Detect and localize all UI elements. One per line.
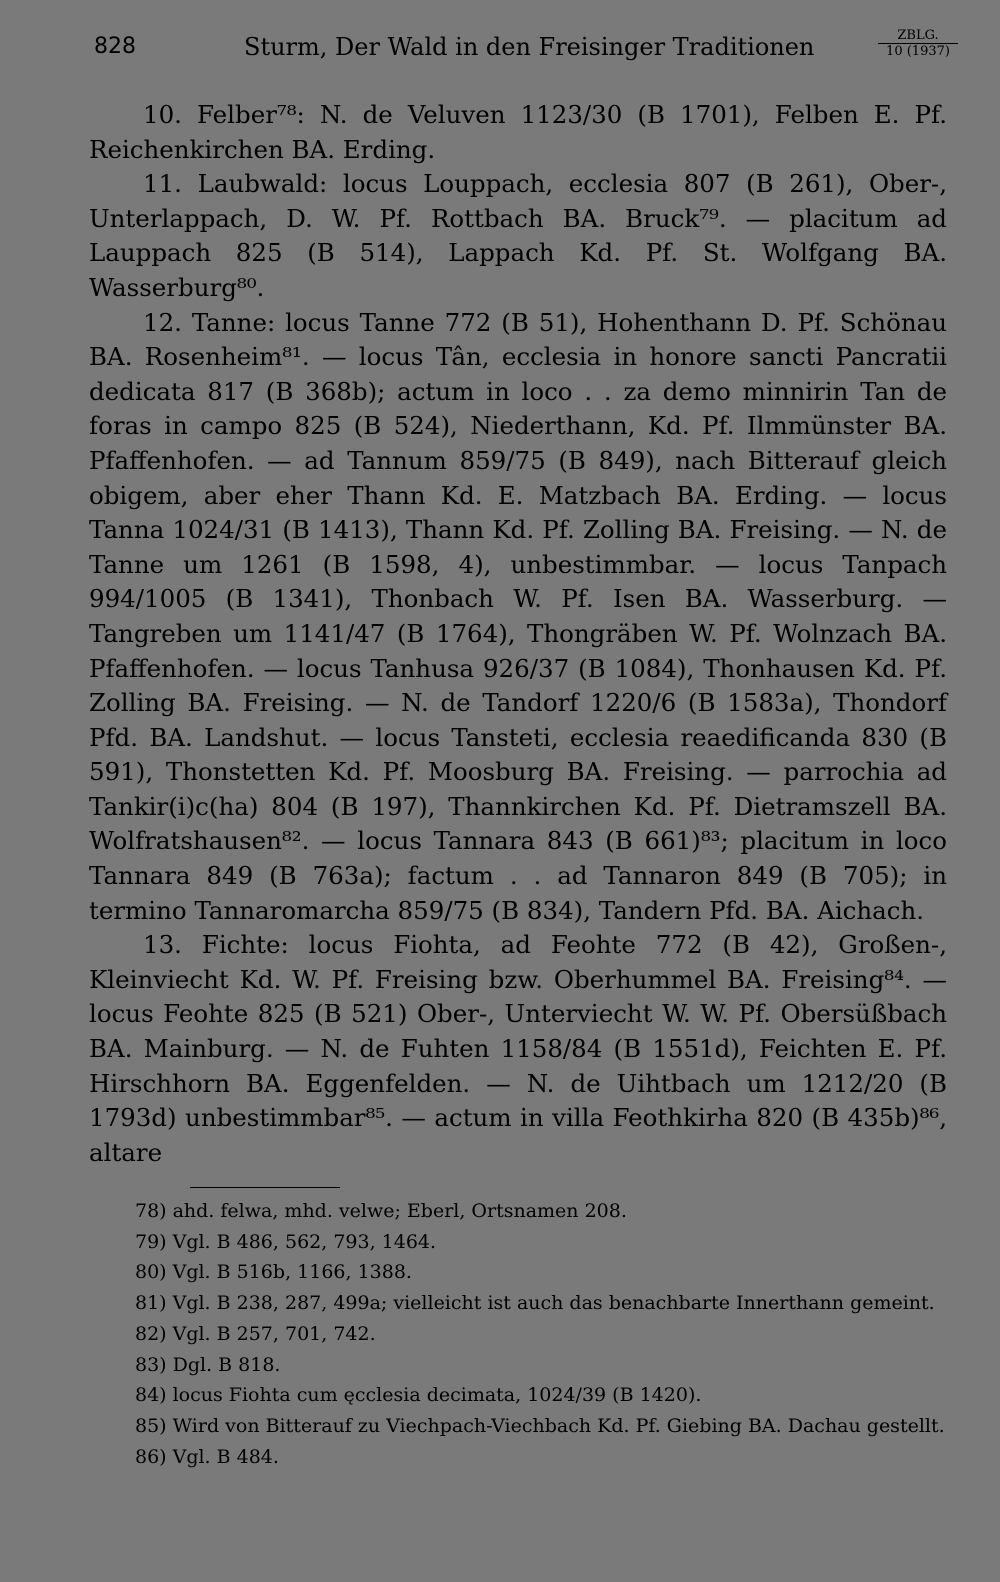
footnote-text: Dgl. B 818.: [172, 1353, 281, 1376]
main-text: [89, 98, 947, 1170]
footnote-number: 86): [135, 1445, 167, 1468]
footnote-divider: [190, 1187, 340, 1188]
footnote-number: 81): [135, 1292, 167, 1315]
footnote-text: Vgl. B 484.: [172, 1445, 279, 1468]
footnote-text: locus Fiohta cum ęcclesia decimata, 1024/39 (B 1420).: [172, 1384, 702, 1407]
footnote: [89, 1227, 947, 1258]
footnote-text: Vgl. B 516b, 1166, 1388.: [172, 1261, 412, 1284]
footnote-number: 83): [135, 1353, 167, 1376]
footnote: [89, 1380, 947, 1411]
paragraph-13: 13. Fichte: locus Fiohta, ad Feohte 772 (B 42), Großen-, Kleinviecht Kd. W. Pf. Freising bzw. Oberhummel BA. Freising⁸⁴. — locus Feohte 825 (B 521) Ober-, Unterviecht W. W. Pf. Obersüßbach BA. Mainburg. — N. de Fuhten 1158/84 (B 1551d), Feichten E. Pf. Hirschhorn BA. Eggenfelden. — N. de Uihtbach um 1212/20 (B 1793d) unbestimmbar⁸⁵. — actum in villa Feothkirha 820 (B 435b)⁸⁶, altare: [89, 930, 947, 1167]
footnote: [89, 1288, 947, 1319]
journal-reference: [878, 28, 958, 59]
journal-abbreviation: ZBLG.: [878, 28, 958, 44]
footnote-number: 85): [135, 1414, 167, 1437]
footnotes: [89, 1196, 947, 1472]
footnote-number: 78): [135, 1200, 167, 1222]
paragraph-10: 10. Felber⁷⁸: N. de Veluven 1123/30 (B 1701), Felben E. Pf. Reichenkirchen BA. Erding.: [89, 100, 947, 164]
footnote-number: 82): [135, 1322, 167, 1345]
footnote-text: Wird von Bitterauf zu Viechpach-Viechbach Kd. Pf. Giebing BA. Dachau gestellt.: [172, 1414, 945, 1437]
page-number: 828: [94, 34, 136, 59]
footnote-text: ahd. felwa, mhd. velwe; Eberl, Ortsnamen 208.: [172, 1200, 627, 1222]
footnote: [89, 1196, 947, 1227]
running-title: Sturm, Der Wald in den Freisinger Traditionen: [244, 33, 815, 61]
footnote-number: 84): [135, 1384, 167, 1407]
footnote: [89, 1411, 947, 1442]
footnote-number: 79): [135, 1230, 167, 1253]
footnote-number: 80): [135, 1261, 167, 1284]
footnote: [89, 1257, 947, 1288]
footnote-text: Vgl. B 238, 287, 499a; vielleicht ist auch das benachbarte Innerthann gemeint.: [172, 1292, 935, 1315]
footnote: [89, 1442, 947, 1473]
footnote-text: Vgl. B 486, 562, 793, 1464.: [172, 1230, 437, 1253]
paragraph-11: 11. Laubwald: locus Louppach, ecclesia 807 (B 261), Ober-, Unterlappach, D. W. Pf. Rottbach BA. Bruck⁷⁹. — placitum ad Lauppach 825 (B 514), Lappach Kd. Pf. St. Wolfgang BA. Wasserburg⁸⁰.: [89, 169, 947, 302]
footnote: [89, 1350, 947, 1381]
footnote-text: Vgl. B 257, 701, 742.: [172, 1322, 376, 1345]
paragraph-12: 12. Tanne: locus Tanne 772 (B 51), Hohenthann D. Pf. Schönau BA. Rosenheim⁸¹. — locus Tân, ecclesia in honore sancti Pancratii dedicata 817 (B 368b); actum in loco . . za demo minnirin Tan de foras in campo 825 (B 524), Niederthann, Kd. Pf. Ilmmünster BA. Pfaffenhofen. — ad Tannum 859/75 (B 849), nach Bitterauf gleich obigem, aber eher Thann Kd. E. Matzbach BA. Erding. — locus Tanna 1024/31 (B 1413), Thann Kd. Pf. Zolling BA. Freising. — N. de Tanne um 1261 (B 1598, 4), unbestimmbar. — locus Tanpach 994/1005 (B 1341), Thonbach W. Pf. Isen BA. Wasserburg. — Tangreben um 1141/47 (B 1764), Thongräben W. Pf. Wolnzach BA. Pfaffenhofen. — locus Tanhusa 926/37 (B 1084), Thonhausen Kd. Pf. Zolling BA. Freising. — N. de Tandorf 1220/6 (B 1583a), Thondorf Pfd. BA. Landshut. — locus Tansteti, ecclesia reaedificanda 830 (B 591), Thonstetten Kd. Pf. Moosburg BA. Freising. — parrochia ad Tankir(i)c(ha) 804 (B 197), Thannkirchen Kd. Pf. Dietramszell BA. Wolfratshausen⁸². — locus Tannara 843 (B 661)⁸³; placitum in loco Tannara 849 (B 763a); factum . . ad Tannaron 849 (B 705); in termino Tannaromarcha 859/75 (B 834), Tandern Pfd. BA. Aichach.: [89, 307, 947, 925]
footnote: [89, 1319, 947, 1350]
journal-volume: 10 (1937): [886, 44, 950, 59]
